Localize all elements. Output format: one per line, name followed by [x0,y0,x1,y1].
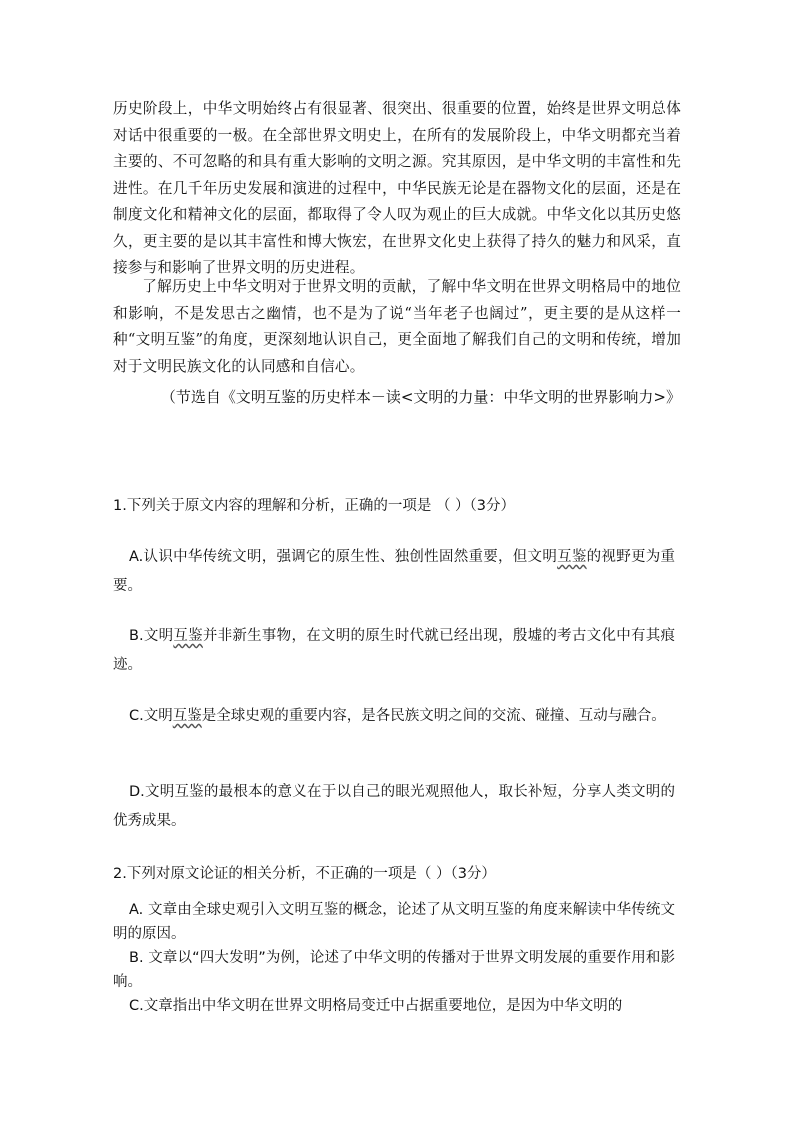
question-2-stem: 2.下列对原文论证的相关分析，不正确的一项是（ ）（3分） [113,866,496,882]
question-2-option-c [113,994,675,1018]
question-2-option-b [113,946,675,994]
question-1-option-b [113,622,675,680]
option-c-text: C.文明 [129,708,173,724]
question-1-option-a [113,543,675,601]
option-c-marked-term: 互鉴 [172,708,202,724]
q2-option-b-text: B. 文章以“四大发明”为例，论述了中华文明的传播对于世界文明发展的重要作用和影响。 [113,950,675,990]
option-b-marked-term: 互鉴 [173,628,203,644]
option-a-text-cont: 的视野更为重要。 [113,549,676,594]
passage-source-citation: （节选自《文明互鉴的历史样本－读<文明的力量：中华文明的世界影响力>》 [160,388,681,406]
q2-option-c-text: C.文章指出中华文明在世界文明格局变迁中占据重要地位，是因为中华文明的 [129,998,623,1014]
passage-paragraph-2: 了解历史上中华文明对于世界文明的贡献，了解中华文明在世界文明格局中的地位和影响，不是发思古之幽情，也不是为了说“当年老子也阔过”，更主要的是从这样一种“文明互鉴”的角度，更深刻地认识自己，更全面地了解我们自己的文明和传统，增加对于文明民族文化的认同感和自信心。 [113,278,681,375]
option-b-text: B.文明 [129,628,174,644]
option-d-text: D.文明互鉴的最根本的意义在于以自己的眼光观照他人，取长补短，分享人类文明的优秀成果。 [113,784,675,829]
option-b-text-cont: 并非新生事物，在文明的原生时代就已经出现，殷墟的考古文化中有其痕迹。 [113,628,675,673]
question-1-stem: 1.下列关于原文内容的理解和分析，正确的一项是 （ ）（3分） [113,498,516,514]
passage-paragraph-1: 历史阶段上，中华文明始终占有很显著、很突出、很重要的位置，始终是世界文明总体对话中很重要的一极。在全部世界文明史上，在所有的发展阶段上，中华文明都充当着主要的、不可忽略的和具有重大影响的文明之源。究其原因，是中华文明的丰富性和先进性。在几千年历史发展和演进的过程中，中华民族无论是在器物文化的层面，还是在制度文化和精神文化的层面，都取得了令人叹为观止的巨大成就。中华文化以其历史悠久，更主要的是以其丰富性和博大恢宏，在世界文化史上获得了持久的魅力和风采，直接参与和影响了世界文明的历史进程。 [113,100,681,276]
q2-option-a-text: A. 文章由全球史观引入文明互鉴的概念，论述了从文明互鉴的角度来解读中华传统文明的原因。 [113,902,675,942]
option-a-text: A.认识中华传统文明，强调它的原生性、独创性固然重要，但文明 [129,549,558,565]
option-c-text-cont: 是全球史观的重要内容，是各民族文明之间的交流、碰撞、互动与融合。 [201,708,666,724]
question-2-option-a [113,898,675,946]
option-a-marked-term: 互鉴 [557,549,587,565]
question-1-option-d [113,778,675,836]
question-1-option-c [113,702,675,731]
